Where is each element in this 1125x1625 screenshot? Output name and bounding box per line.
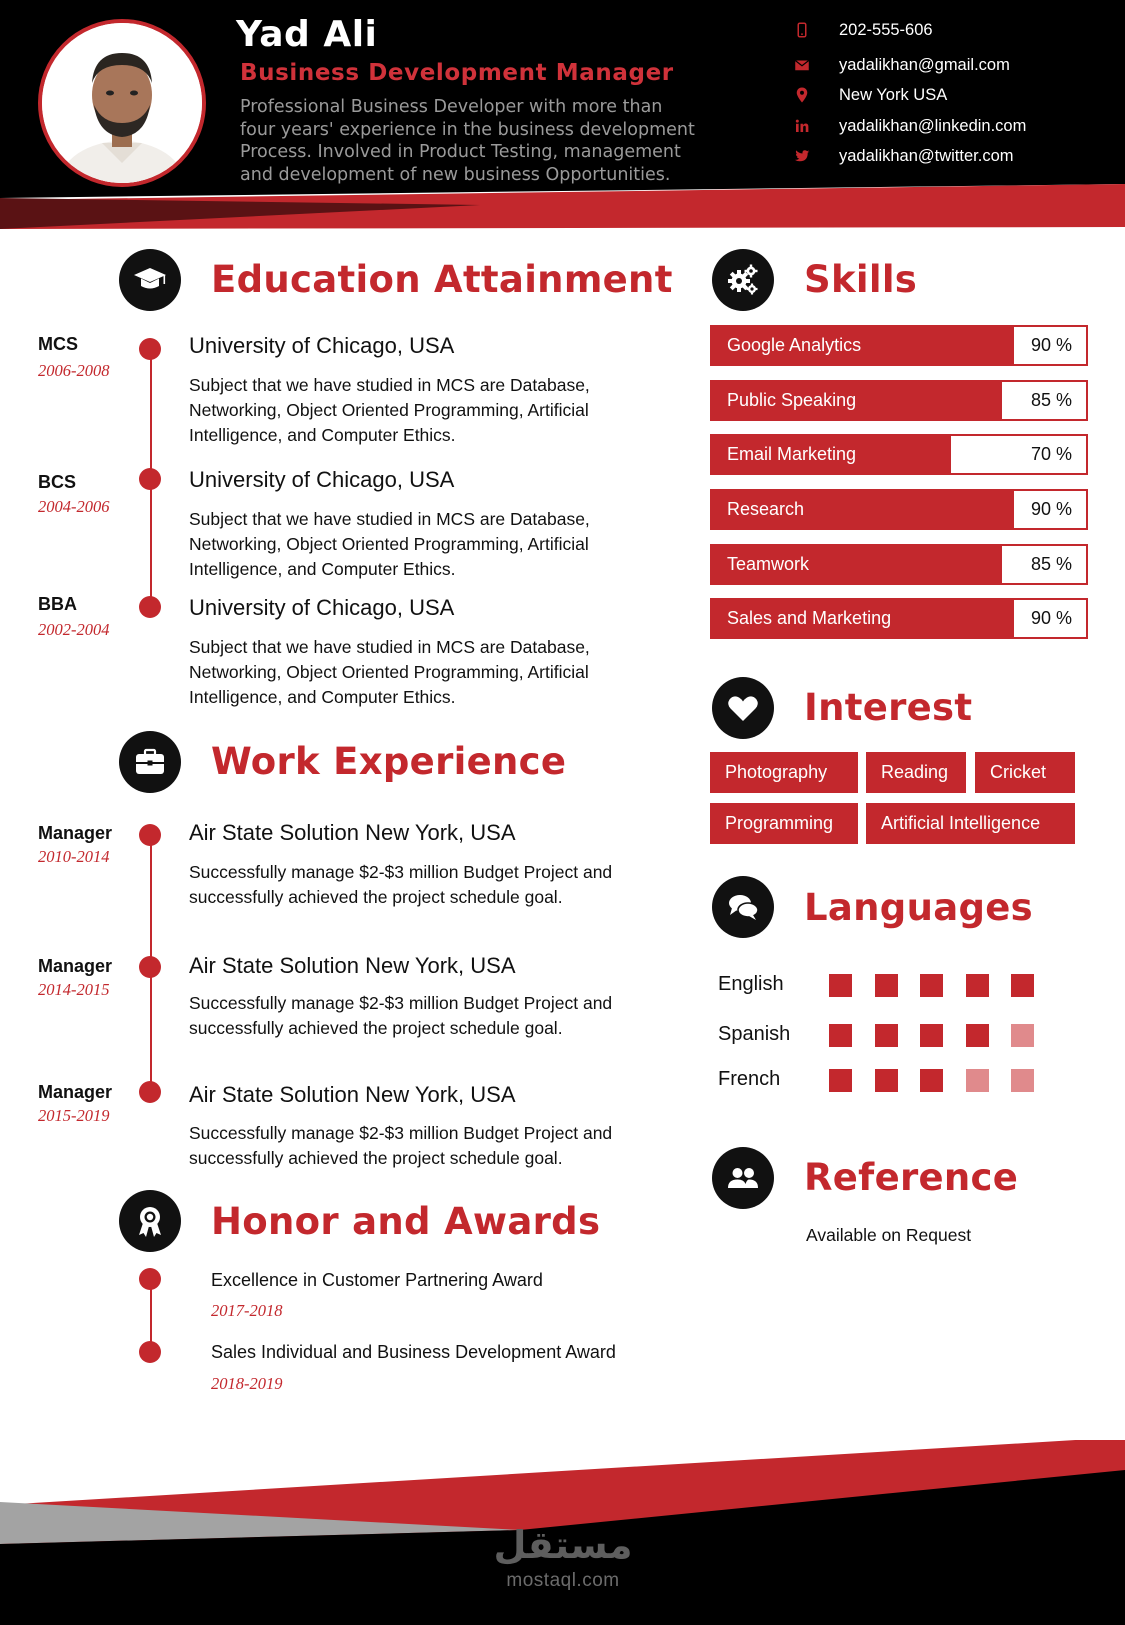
skill-bar — [710, 489, 1088, 530]
svg-text:مستقل: مستقل — [493, 1523, 633, 1567]
profile-summary: Professional Business Developer with more than four years' experience in the business development Process. Involved in Product Testing, management and development of new business Opportunities. — [240, 97, 695, 185]
skill-percent: 85 % — [1030, 554, 1072, 574]
contact-text[interactable]: yadalikhan@linkedin.com — [839, 116, 1027, 135]
award-name: Excellence in Customer Partnering Award — [211, 1270, 543, 1290]
section-title-reference: Reference — [804, 1156, 1019, 1199]
proficiency-square — [920, 1069, 943, 1092]
resume-header — [0, 0, 1125, 232]
education-description: Subject that we have studied in MCS are Database, Networking, Object Oriented Programming, Artificial Intelligence, and Computer Ethics. — [189, 637, 590, 707]
skill-name: Sales and Marketing — [727, 608, 892, 628]
skill-name: Public Speaking — [727, 390, 857, 410]
timeline-dot — [139, 596, 161, 618]
skill-percent: 70 % — [1030, 444, 1072, 464]
candidate-title: Business Development Manager — [240, 60, 674, 86]
contact-linkedin — [790, 114, 1027, 138]
contact-text[interactable]: 202-555-606 — [839, 20, 933, 39]
language-name: Spanish — [718, 1023, 791, 1045]
degree-label: BCS — [38, 472, 77, 492]
language-name: French — [718, 1068, 781, 1090]
skill-name: Research — [727, 499, 805, 519]
timeline-dot — [139, 956, 161, 978]
proficiency-square — [966, 1024, 989, 1047]
phone-icon — [790, 18, 814, 42]
proficiency-square — [829, 974, 852, 997]
job-years: 2014-2015 — [38, 980, 110, 999]
gears-icon — [712, 249, 774, 311]
chat-bubbles-icon — [712, 876, 774, 938]
heart-icon — [712, 677, 774, 739]
contact-text[interactable]: yadalikhan@twitter.com — [839, 146, 1014, 165]
timeline-dot — [139, 338, 161, 360]
skill-percent: 85 % — [1030, 390, 1072, 410]
interest-tag: Programming — [710, 803, 858, 844]
skill-percent: 90 % — [1030, 608, 1072, 628]
proficiency-square — [875, 1069, 898, 1092]
skill-bar — [710, 434, 1088, 475]
skill-name: Google Analytics — [727, 335, 862, 355]
graduation-cap-icon — [119, 249, 181, 311]
interest-tag: Cricket — [975, 752, 1075, 793]
timeline-dot — [139, 1081, 161, 1103]
proficiency-square — [966, 974, 989, 997]
proficiency-square — [1011, 1069, 1034, 1092]
location-icon — [790, 83, 814, 107]
section-title-work: Work Experience — [211, 740, 567, 783]
job-role: Manager — [38, 1082, 113, 1102]
twitter-icon — [790, 144, 814, 168]
job-description: Successfully manage $2-$3 million Budget Project and successfully achieved the project schedule goal. — [189, 993, 613, 1038]
proficiency-square — [920, 974, 943, 997]
company-name: Air State Solution New York, USA — [189, 953, 516, 978]
profile-photo — [38, 19, 206, 187]
linkedin-icon — [790, 114, 814, 138]
people-icon — [712, 1147, 774, 1209]
proficiency-square — [829, 1069, 852, 1092]
award-name: Sales Individual and Business Development Award — [211, 1342, 616, 1362]
section-title-skills: Skills — [804, 258, 918, 301]
interest-tag: Reading — [866, 752, 966, 793]
proficiency-square — [1011, 1024, 1034, 1047]
skill-percent: 90 % — [1030, 335, 1072, 355]
institution-name: University of Chicago, USA — [189, 467, 455, 492]
job-description: Successfully manage $2-$3 million Budget Project and successfully achieved the project schedule goal. — [189, 1123, 613, 1168]
job-role: Manager — [38, 956, 113, 976]
section-title-awards: Honor and Awards — [211, 1200, 601, 1243]
timeline-dot — [139, 824, 161, 846]
proficiency-square — [920, 1024, 943, 1047]
section-title-interest: Interest — [804, 686, 973, 729]
skill-bar — [710, 380, 1088, 421]
skill-bar — [710, 544, 1088, 585]
reference-text: Available on Request — [806, 1225, 972, 1245]
contact-text[interactable]: New York USA — [839, 85, 948, 104]
contact-phone — [790, 18, 933, 42]
timeline-dot — [139, 468, 161, 490]
briefcase-icon — [119, 731, 181, 793]
skill-name: Email Marketing — [727, 444, 857, 464]
skill-name: Teamwork — [727, 554, 810, 574]
skill-percent: 90 % — [1030, 499, 1072, 519]
contact-email — [790, 53, 1010, 77]
degree-years: 2006-2008 — [38, 361, 110, 380]
job-years: 2015-2019 — [38, 1106, 110, 1125]
proficiency-square — [966, 1069, 989, 1092]
job-description: Successfully manage $2-$3 million Budget Project and successfully achieved the project schedule goal. — [189, 862, 613, 907]
contact-twitter — [790, 144, 1014, 168]
mostaql-arabic-logo — [493, 1518, 633, 1570]
job-years: 2010-2014 — [38, 847, 110, 866]
company-name: Air State Solution New York, USA — [189, 820, 516, 845]
education-description: Subject that we have studied in MCS are Database, Networking, Object Oriented Programming, Artificial Intelligence, and Computer Ethics. — [189, 375, 590, 445]
logo-text: mostaql.com — [506, 1570, 620, 1591]
degree-label: BBA — [38, 594, 77, 614]
degree-years: 2004-2006 — [38, 497, 110, 516]
degree-years: 2002-2004 — [38, 620, 110, 639]
proficiency-square — [875, 974, 898, 997]
award-years: 2017-2018 — [211, 1301, 283, 1320]
email-icon — [790, 53, 814, 77]
degree-label: MCS — [38, 334, 78, 354]
timeline-dot — [139, 1341, 161, 1363]
proficiency-square — [1011, 974, 1034, 997]
skill-bar — [710, 598, 1088, 639]
contact-location — [790, 83, 948, 107]
section-title-languages: Languages — [804, 886, 1033, 929]
company-name: Air State Solution New York, USA — [189, 1082, 516, 1107]
language-name: English — [718, 973, 784, 995]
contact-text[interactable]: yadalikhan@gmail.com — [839, 55, 1010, 74]
mostaql-logo — [478, 1518, 648, 1592]
proficiency-square — [875, 1024, 898, 1047]
proficiency-square — [829, 1024, 852, 1047]
section-title-education: Education Attainment — [211, 258, 673, 301]
institution-name: University of Chicago, USA — [189, 333, 455, 358]
job-role: Manager — [38, 823, 113, 843]
interest-tag: Artificial Intelligence — [866, 803, 1075, 844]
timeline-dot — [139, 1268, 161, 1290]
award-icon — [119, 1190, 181, 1252]
institution-name: University of Chicago, USA — [189, 595, 455, 620]
award-years: 2018-2019 — [211, 1374, 283, 1393]
candidate-name: Yad Ali — [236, 14, 378, 55]
interest-tag: Photography — [710, 752, 858, 793]
skill-bar — [710, 325, 1088, 366]
education-description: Subject that we have studied in MCS are Database, Networking, Object Oriented Programming, Artificial Intelligence, and Computer Ethics. — [189, 509, 590, 579]
